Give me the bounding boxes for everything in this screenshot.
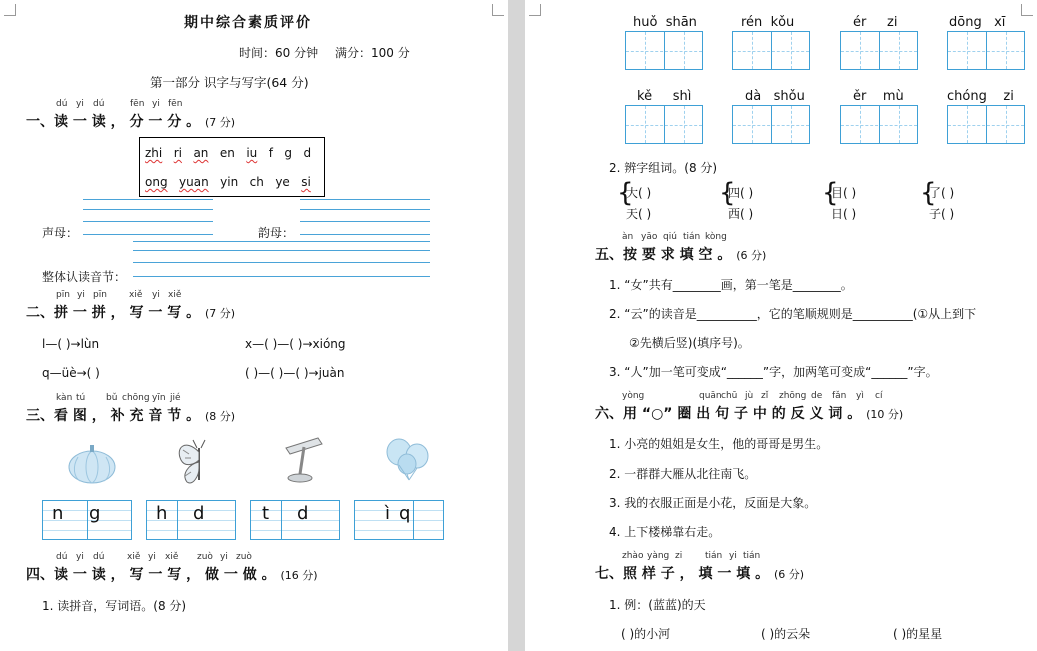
character-grid[interactable] [625, 31, 703, 70]
pinyin-label: xiě [165, 552, 179, 562]
character-grid[interactable] [732, 31, 810, 70]
pinyin-label: yi [148, 552, 156, 562]
pinyin-label: tián [705, 551, 723, 561]
word-pinyin: dà shǒu [745, 89, 805, 104]
pinyin-label: fǎn [832, 391, 847, 401]
pinyin-label: kòng [705, 232, 727, 242]
brace: { [719, 178, 736, 208]
pinyin-label: fēn [168, 99, 183, 109]
pinyin-label: yi [729, 551, 737, 561]
grid-letter: d [193, 503, 205, 524]
brace: { [920, 178, 937, 208]
sentence-item[interactable]: 3. 我的衣服正面是小花，反面是大象。 [609, 496, 817, 510]
pinyin-label: fēn [130, 99, 145, 109]
question-title: 读 一 读 ， 分 一 分 。 [54, 114, 201, 130]
pinyin-label: zhōng [779, 391, 807, 401]
pumpkin-picture [66, 443, 118, 485]
character-grid[interactable] [947, 105, 1025, 144]
pinyin-label: tián [683, 232, 701, 242]
pinyin-label: dú [56, 552, 68, 562]
question-points: (6 分) [774, 568, 805, 581]
question-title: 看 图 ， 补 充 音 节 。 [54, 408, 201, 424]
char-pair-top[interactable]: 四( ) [728, 186, 754, 200]
question-points: (7 分) [205, 116, 236, 129]
butterfly-picture [175, 438, 223, 488]
pinyin-label: yòng [622, 391, 645, 401]
pinyin-grid [42, 500, 132, 540]
pinyin-label: xiě [127, 552, 141, 562]
fill-phrase[interactable]: ( )的云朵 [761, 627, 811, 641]
grid-letter: n [52, 503, 64, 524]
word-pinyin: dōng xī [949, 15, 1006, 30]
question-title: 读 一 读 ， 写 一 写 ， 做 一 做 。 [54, 567, 276, 583]
fill-phrase[interactable]: ( )的小河 [621, 627, 671, 641]
pinyin-label: pīn [93, 290, 107, 300]
grid-letter: t [262, 503, 270, 524]
pinyin-grid [146, 500, 236, 540]
char-pair-bottom[interactable]: 日( ) [831, 207, 857, 221]
pinyin-label: de [811, 391, 823, 401]
question-points: (10 分) [866, 408, 904, 421]
syllable: ye [275, 175, 290, 189]
pinyin-label: yi [152, 99, 160, 109]
word-pinyin: chóng zi [947, 89, 1014, 104]
question-points: (7 分) [205, 307, 236, 320]
question-number: 四、 [26, 567, 54, 583]
pinyin-label: zǐ [761, 391, 769, 401]
pinyin-label: yi [76, 552, 84, 562]
yunmu-label: 韵母： [258, 226, 295, 240]
pinyin-label: jù [745, 391, 754, 401]
subquestion-4-1: 1. 读拼音，写词语。(8 分) [42, 599, 187, 613]
pinyin-label: xiě [129, 290, 143, 300]
question-number: 三、 [26, 408, 54, 424]
syllable: g [284, 146, 293, 160]
spelling-line-2b[interactable]: ( )—( )—( )→juàn [245, 366, 345, 380]
question-title: 拼 一 拼 ， 写 一 写 。 [54, 305, 201, 321]
syllable: ri [173, 146, 182, 160]
page-corner-mark [4, 4, 16, 16]
sentence-item[interactable]: 4. 上下楼梯靠右走。 [609, 525, 721, 539]
grid-letter: h [156, 503, 168, 524]
question-title: 按 要 求 填 空 。 [623, 247, 732, 263]
grid-letter: g [89, 503, 101, 524]
page-corner-mark [492, 4, 504, 16]
syllable: ch [249, 175, 264, 189]
pinyin-label: bǔ [106, 393, 118, 403]
balloons-picture [383, 438, 435, 482]
example-text: 1. 例：(蓝蓝)的天 [609, 598, 706, 612]
syllable: en [219, 146, 235, 160]
pinyin-label: chōng [122, 393, 150, 403]
word-pinyin: ér zi [853, 15, 898, 30]
pinyin-label: qiú [663, 232, 677, 242]
spelling-line-2a[interactable]: q—üè→( ) [42, 366, 100, 380]
desk-lamp-picture [280, 434, 328, 486]
grid-letter: ì [385, 503, 391, 524]
word-pinyin: huǒ shān [633, 15, 697, 30]
char-pair-top[interactable]: 大( ) [626, 186, 652, 200]
syllable: ong [145, 175, 168, 189]
pinyin-grid [354, 500, 444, 540]
pinyin-label: yāo [641, 232, 658, 242]
question-number: 五、 [595, 247, 623, 263]
pinyin-label: yàng [647, 551, 670, 561]
char-pair-top[interactable]: 了( ) [929, 186, 955, 200]
page-corner-mark [529, 4, 541, 16]
pinyin-label: yi [220, 552, 228, 562]
fill-blank-3[interactable]: 3. “人”加一笔可变成“______”字，加两笔可变成“______”字。 [609, 365, 938, 379]
syllable: an [193, 146, 209, 160]
character-grid[interactable] [947, 31, 1025, 70]
fill-blank-1[interactable]: 1. “女”共有________画，第一笔是________。 [609, 278, 853, 292]
pinyin-label: cí [875, 391, 883, 401]
question-number: 七、 [595, 566, 623, 582]
syllable-row-2 [145, 175, 311, 189]
pinyin-label: dú [56, 99, 68, 109]
character-grid[interactable] [732, 105, 810, 144]
question-title: 用 “○” 圈 出 句 子 中 的 反 义 词 。 [623, 406, 862, 422]
syllable: si [301, 175, 311, 189]
shengmu-label: 声母： [42, 226, 79, 240]
fill-blank-2-cont: ②先横后竖)(填序号)。 [629, 336, 750, 350]
word-pinyin: kě shì [637, 89, 692, 104]
fill-blank-2[interactable]: 2. “云”的读音是__________，它的笔顺规则是__________(①从上到下 [609, 307, 977, 321]
pinyin-label: quān [699, 391, 722, 401]
pinyin-label: yīn [152, 393, 166, 403]
pinyin-label: zhào [622, 551, 644, 561]
exam-page-left [0, 0, 508, 651]
character-grid[interactable] [625, 105, 703, 144]
question-number: 二、 [26, 305, 54, 321]
exam-title: 期中综合素质评价 [184, 15, 312, 31]
question-number: 一、 [26, 114, 54, 130]
syllable: d [303, 146, 312, 160]
syllable-row-1 [145, 146, 311, 160]
exam-full-score: 满分：100 分 [335, 46, 410, 60]
char-pair-bottom[interactable]: 西( ) [728, 207, 754, 221]
pinyin-label: yi [77, 290, 85, 300]
pinyin-grid [250, 500, 340, 540]
pinyin-label: xiě [168, 290, 182, 300]
pinyin-label: yi [76, 99, 84, 109]
grid-letter: d [297, 503, 309, 524]
part-one-title: 第一部分 识字与写字(64 分) [150, 75, 309, 90]
pinyin-label: zi [675, 551, 683, 561]
pinyin-label: yi [152, 290, 160, 300]
question-title: 照 样 子 ， 填 一 填 。 [623, 566, 770, 582]
pinyin-label: tú [76, 393, 86, 403]
pinyin-label: zuò [197, 552, 213, 562]
brace: { [822, 178, 839, 208]
spelling-line-1a[interactable]: l—( )→lùn [42, 337, 100, 351]
char-pair-bottom[interactable]: 天( ) [626, 207, 652, 221]
exam-time: 时间：60 分钟 [239, 46, 319, 60]
pinyin-label: pīn [56, 290, 70, 300]
question-points: (16 分) [280, 569, 318, 582]
pinyin-label: zuò [236, 552, 252, 562]
pinyin-label: tián [743, 551, 761, 561]
pinyin-label: jié [170, 393, 181, 403]
exam-page-right [525, 0, 1037, 651]
pinyin-label: yì [856, 391, 864, 401]
grid-letter: q [399, 503, 411, 524]
question-number: 六、 [595, 406, 623, 422]
character-grid[interactable] [840, 31, 918, 70]
brace: { [617, 178, 634, 208]
zhengti-label: 整体认读音节： [42, 270, 127, 284]
fill-phrase[interactable]: ( )的星星 [893, 627, 943, 641]
pinyin-label: chū [721, 391, 738, 401]
syllable: iu [246, 146, 258, 160]
subquestion-4-2: 2. 辨字组词。(8 分) [609, 161, 718, 175]
pinyin-label: àn [622, 232, 634, 242]
pinyin-label: dú [93, 552, 105, 562]
pinyin-label: dú [93, 99, 105, 109]
spelling-line-1b[interactable]: x—( )—( )→xióng [245, 337, 346, 351]
sentence-item[interactable]: 1. 小亮的姐姐是女生，他的哥哥是男生。 [609, 437, 829, 451]
question-points: (6 分) [736, 249, 767, 262]
char-pair-top[interactable]: 目( ) [831, 186, 857, 200]
char-pair-bottom[interactable]: 子( ) [929, 207, 955, 221]
word-pinyin: ěr mù [853, 89, 904, 104]
syllable: f [268, 146, 273, 160]
syllable: zhi [145, 146, 163, 160]
page-corner-mark [1021, 4, 1033, 16]
question-points: (8 分) [205, 410, 236, 423]
syllable: yin [220, 175, 239, 189]
sentence-item[interactable]: 2. 一群群大雁从北往南飞。 [609, 467, 757, 481]
word-pinyin: rén kǒu [741, 15, 795, 30]
character-grid[interactable] [840, 105, 918, 144]
syllable: yuan [179, 175, 209, 189]
pinyin-label: kàn [56, 393, 73, 403]
